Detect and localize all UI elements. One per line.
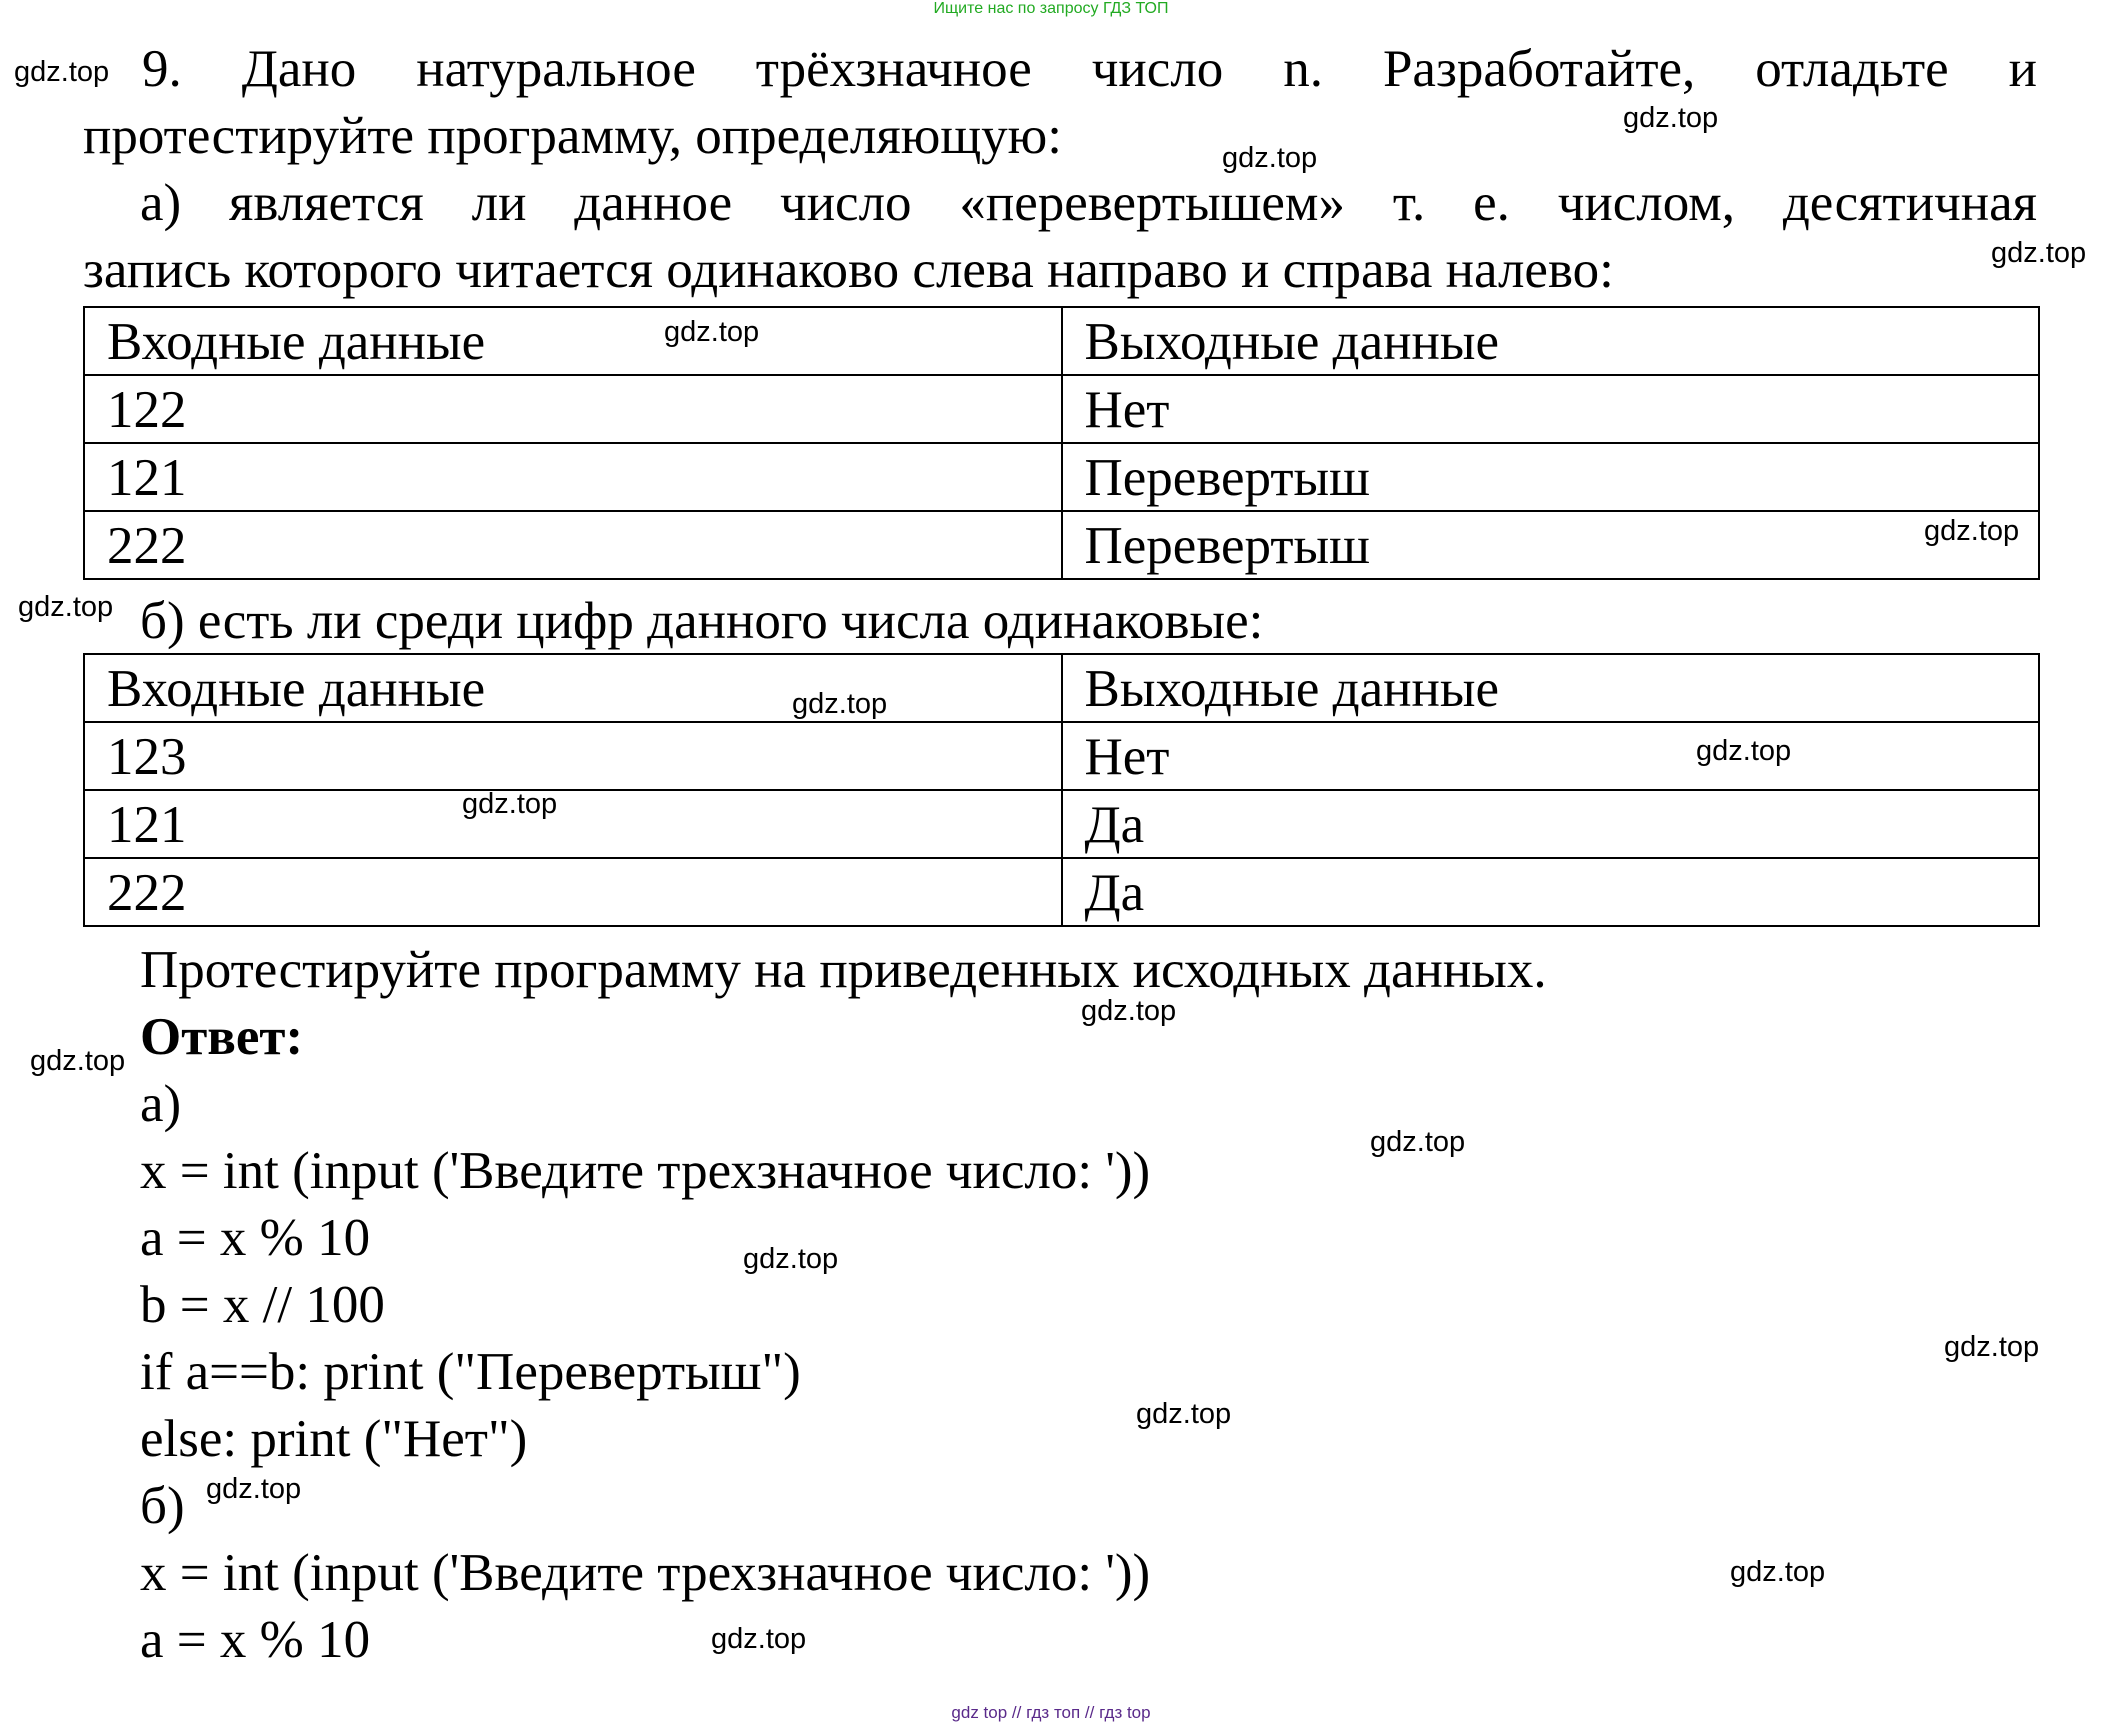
watermark: gdz.top [1944,1331,2040,1363]
table-header-row [84,307,2039,375]
watermark: gdz.top [1696,735,1792,767]
table-cell: 121 [84,443,1062,511]
table-cell: Да [1062,790,2040,858]
watermark: gdz.top [792,688,888,720]
part-a-question-2: запись которого читается одинаково слева направо и справа налево: [83,241,1614,299]
table-cell: Перевертыш [1062,443,2040,511]
task-line-1 [142,36,2037,102]
task-number: 9. [142,40,182,98]
watermark: gdz.top [1370,1126,1466,1158]
top-banner: Ищите нас по запросу ГДЗ ТОП [933,0,1169,17]
watermark: gdz.top [1623,102,1719,134]
watermark: gdz.top [1924,515,2020,547]
table-cell: 222 [84,511,1062,579]
watermark: gdz.top [206,1473,302,1505]
code-line: else: print ("Нет") [140,1410,528,1468]
code-line: a = x % 10 [140,1209,371,1267]
table-row [84,511,2039,579]
watermark: gdz.top [711,1623,807,1655]
table-header-cell: Выходные данные [1062,654,2040,722]
table-header-row [84,654,2039,722]
answer-label: Ответ: [140,1008,304,1066]
watermark: gdz.top [30,1045,126,1077]
task-text-1: Дано натуральное трёхзначное число n. Разработайте, отладьте и [241,40,2037,98]
code-line: b = x // 100 [140,1276,385,1334]
footer: gdz top // гдз топ // гдз top [951,1703,1151,1722]
watermark: gdz.top [1991,237,2087,269]
answer-part-b-label: б) [140,1477,185,1535]
code-line: x = int (input ('Введите трехзначное число: ')) [140,1544,1151,1602]
watermark: gdz.top [1136,1398,1232,1430]
table-cell: Да [1062,858,2040,926]
table-header-cell: Входные данные [84,307,1062,375]
watermark: gdz.top [18,591,114,623]
part-a-question-1: а) является ли данное число «перевертышем» т. е. числом, десятичная [140,174,2037,232]
table-cell: Нет [1062,722,2040,790]
watermark: gdz.top [462,788,558,820]
table-cell: Нет [1062,375,2040,443]
watermark: gdz.top [14,56,110,88]
watermark: gdz.top [664,316,760,348]
table-cell: 122 [84,375,1062,443]
table-row [84,375,2039,443]
table-cell: 121 [84,790,1062,858]
table-cell: 123 [84,722,1062,790]
table-b [83,653,2040,927]
table-row [84,858,2039,926]
watermark: gdz.top [1081,995,1177,1027]
table-a [83,306,2040,580]
table-header-cell: Выходные данные [1062,307,2040,375]
task-line-2: протестируйте программу, определяющую: [83,107,1062,165]
test-instruction: Протестируйте программу на приведенных исходных данных. [140,941,1547,999]
code-line: a = x % 10 [140,1611,371,1669]
table-header-cell: Входные данные [84,654,1062,722]
code-line: if a==b: print ("Перевертыш") [140,1343,801,1401]
watermark: gdz.top [743,1243,839,1275]
table-cell: Перевертыш [1062,511,2040,579]
code-line: x = int (input ('Введите трехзначное число: ')) [140,1142,1151,1200]
watermark: gdz.top [1222,142,1318,174]
table-cell: 222 [84,858,1062,926]
table-row [84,790,2039,858]
table-row [84,443,2039,511]
answer-part-a-label: а) [140,1075,182,1133]
part-b-question: б) есть ли среди цифр данного числа одинаковые: [140,592,1264,650]
watermark: gdz.top [1730,1556,1826,1588]
